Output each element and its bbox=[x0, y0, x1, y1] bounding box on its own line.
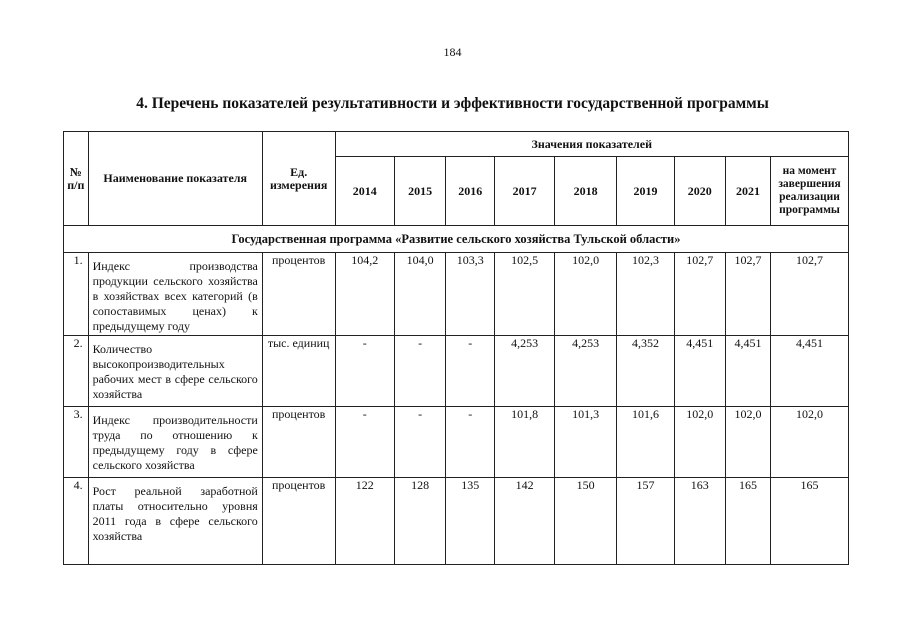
indicator-name: Индекс производства продукции сельского хозяйства в хозяйствах всех категорий (в сопоставимых ценах) к предыдущему году bbox=[88, 253, 262, 336]
header-year: 2015 bbox=[394, 157, 445, 226]
table-header bbox=[64, 132, 849, 226]
value-cell: - bbox=[446, 336, 495, 407]
row-number: 2. bbox=[64, 336, 89, 407]
unit-cell: процентов bbox=[262, 478, 335, 565]
unit-cell: процентов bbox=[262, 407, 335, 478]
value-cell: 157 bbox=[617, 478, 674, 565]
header-row-top bbox=[64, 132, 849, 157]
value-cell: - bbox=[394, 336, 445, 407]
value-cell: 102,0 bbox=[554, 253, 617, 336]
value-cell: - bbox=[394, 407, 445, 478]
header-year: 2020 bbox=[674, 157, 725, 226]
unit-cell: тыс. единиц bbox=[262, 336, 335, 407]
value-cell: - bbox=[446, 407, 495, 478]
value-cell: 128 bbox=[394, 478, 445, 565]
indicator-name: Количество высокопроизводительных рабочих мест в сфере сельского хозяйства bbox=[88, 336, 262, 407]
value-cell: 150 bbox=[554, 478, 617, 565]
value-cell: - bbox=[335, 407, 394, 478]
value-cell: 102,3 bbox=[617, 253, 674, 336]
value-cell: 102,5 bbox=[495, 253, 554, 336]
value-cell: 102,7 bbox=[725, 253, 770, 336]
value-cell: 103,3 bbox=[446, 253, 495, 336]
row-number: 3. bbox=[64, 407, 89, 478]
value-cell: 165 bbox=[725, 478, 770, 565]
header-values-group: Значения показателей bbox=[335, 132, 848, 157]
value-cell: 102,7 bbox=[674, 253, 725, 336]
value-cell: 142 bbox=[495, 478, 554, 565]
value-cell: - bbox=[335, 336, 394, 407]
header-year: 2014 bbox=[335, 157, 394, 226]
value-cell: 4,253 bbox=[495, 336, 554, 407]
header-year: 2021 bbox=[725, 157, 770, 226]
indicator-name: Рост реальной заработной платы относительно уровня 2011 года в сфере сельского хозяйства bbox=[88, 478, 262, 565]
header-year: 2019 bbox=[617, 157, 674, 226]
value-cell: 101,6 bbox=[617, 407, 674, 478]
indicators-table bbox=[63, 131, 849, 565]
header-num: № п/п bbox=[64, 132, 89, 226]
table-row bbox=[64, 253, 849, 336]
row-number: 1. bbox=[64, 253, 89, 336]
indicator-name: Индекс производительности труда по отношению к предыдущему году в сфере сельского хозяйства bbox=[88, 407, 262, 478]
header-name: Наименование показателя bbox=[88, 132, 262, 226]
value-cell: 104,0 bbox=[394, 253, 445, 336]
table-row bbox=[64, 336, 849, 407]
header-year: 2017 bbox=[495, 157, 554, 226]
value-cell-final: 4,451 bbox=[771, 336, 849, 407]
document-title: 4. Перечень показателей результативности и эффективности государственной программы bbox=[136, 95, 769, 112]
value-cell: 102,0 bbox=[674, 407, 725, 478]
table-row bbox=[64, 407, 849, 478]
value-cell: 102,0 bbox=[725, 407, 770, 478]
value-cell: 4,451 bbox=[674, 336, 725, 407]
value-cell: 163 bbox=[674, 478, 725, 565]
section-title: Государственная программа «Развитие сельского хозяйства Тульской области» bbox=[64, 226, 849, 253]
row-number: 4. bbox=[64, 478, 89, 565]
value-cell: 101,3 bbox=[554, 407, 617, 478]
value-cell: 4,253 bbox=[554, 336, 617, 407]
value-cell: 4,352 bbox=[617, 336, 674, 407]
value-cell-final: 102,0 bbox=[771, 407, 849, 478]
section-row bbox=[64, 226, 849, 253]
header-unit: Ед. измерения bbox=[262, 132, 335, 226]
value-cell: 135 bbox=[446, 478, 495, 565]
page-number: 184 bbox=[443, 45, 462, 59]
header-year: 2018 bbox=[554, 157, 617, 226]
value-cell: 101,8 bbox=[495, 407, 554, 478]
value-cell: 122 bbox=[335, 478, 394, 565]
value-cell-final: 165 bbox=[771, 478, 849, 565]
value-cell-final: 102,7 bbox=[771, 253, 849, 336]
value-cell: 104,2 bbox=[335, 253, 394, 336]
table-row bbox=[64, 478, 849, 565]
unit-cell: процентов bbox=[262, 253, 335, 336]
header-final: на момент завершения реализации программы bbox=[771, 157, 849, 226]
header-year: 2016 bbox=[446, 157, 495, 226]
value-cell: 4,451 bbox=[725, 336, 770, 407]
